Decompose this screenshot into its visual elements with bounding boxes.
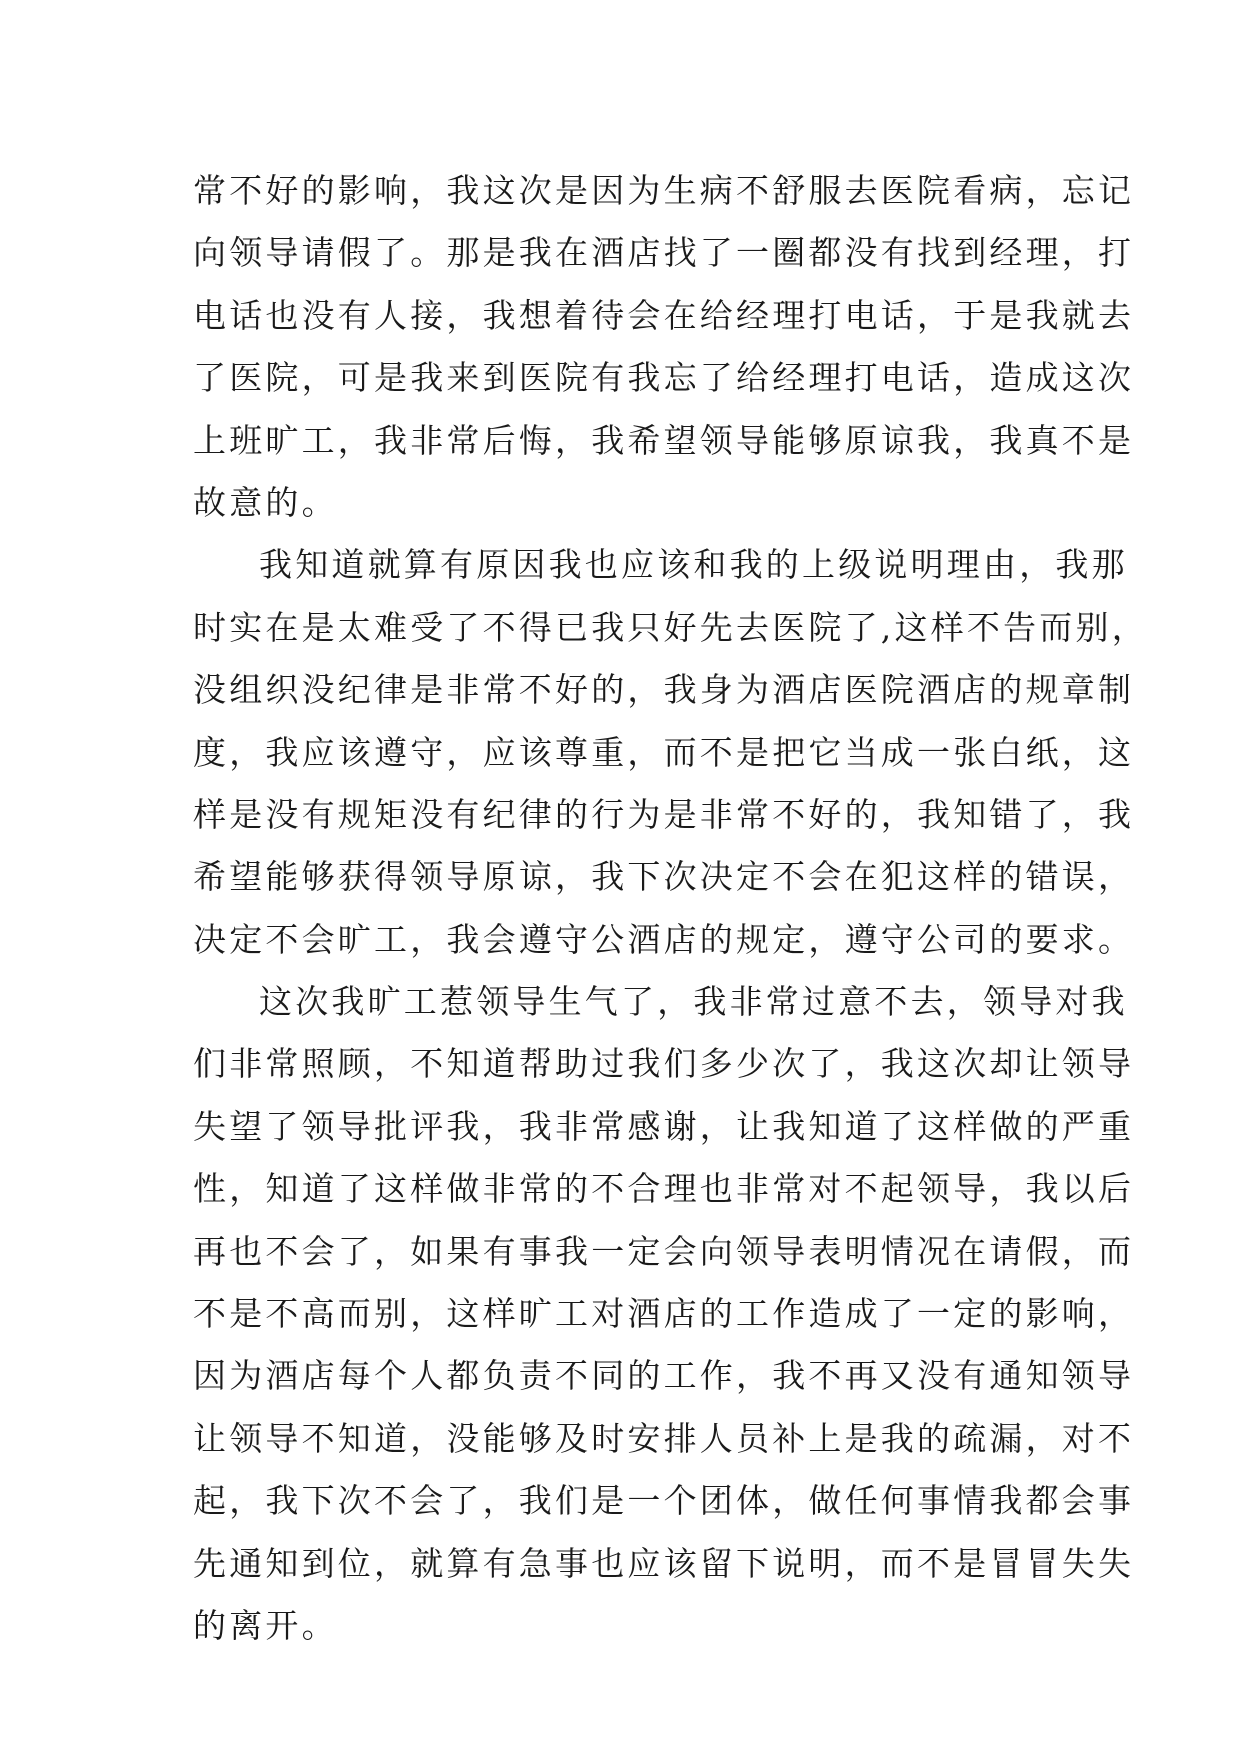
text-line: 失望了领导批评我，我非常感谢，让我知道了这样做的严重 — [193, 1106, 1135, 1146]
text-line: 上班旷工，我非常后悔，我希望领导能够原谅我，我真不是 — [193, 420, 1135, 460]
paragraph-first-line: 这次我旷工惹领导生气了，我非常过意不去，领导对我 — [259, 982, 1128, 1022]
paragraph-first-line: 我知道就算有原因我也应该和我的上级说明理由，我那 — [259, 545, 1128, 585]
text-line: 因为酒店每个人都负责不同的工作，我不再又没有通知领导 — [193, 1356, 1135, 1396]
text-line: 再也不会了，如果有事我一定会向领导表明情况在请假，而 — [193, 1231, 1135, 1271]
text-line: 不是不高而别，这样旷工对酒店的工作造成了一定的影响， — [193, 1294, 1135, 1334]
text-line: 性，知道了这样做非常的不合理也非常对不起领导，我以后 — [193, 1169, 1135, 1209]
text-line: 样是没有规矩没有纪律的行为是非常不好的，我知错了，我 — [193, 794, 1135, 834]
text-line: 常不好的影响，我这次是因为生病不舒服去医院看病，忘记 — [193, 171, 1135, 210]
text-line: 让领导不知道，没能够及时安排人员补上是我的疏漏，对不 — [193, 1418, 1135, 1458]
text-line: 故意的。 — [193, 482, 338, 522]
text-line: 先通知到位，就算有急事也应该留下说明，而不是冒冒失失 — [193, 1543, 1135, 1583]
body-text — [193, 160, 1148, 1657]
text-line: 向领导请假了。那是我在酒店找了一圈都没有找到经理，打 — [193, 233, 1135, 273]
text-line: 没组织没纪律是非常不好的，我身为酒店医院酒店的规章制 — [193, 670, 1135, 710]
text-line: 度，我应该遵守，应该尊重，而不是把它当成一张白纸，这 — [193, 732, 1135, 772]
text-line: 起，我下次不会了，我们是一个团体，做任何事情我都会事 — [193, 1481, 1135, 1521]
text-line: 时实在是太难受了不得已我只好先去医院了,这样不告而别， — [193, 607, 1148, 647]
text-line: 决定不会旷工，我会遵守公酒店的规定，遵守公司的要求。 — [193, 919, 1135, 959]
text-line: 的离开。 — [193, 1605, 338, 1645]
text-line: 希望能够获得领导原谅，我下次决定不会在犯这样的错误， — [193, 857, 1135, 897]
text-line: 们非常照顾，不知道帮助过我们多少次了，我这次却让领导 — [193, 1044, 1135, 1084]
text-line: 了医院，可是我来到医院有我忘了给经理打电话，造成这次 — [193, 358, 1135, 398]
text-line: 电话也没有人接，我想着待会在给经理打电话，于是我就去 — [193, 295, 1135, 335]
